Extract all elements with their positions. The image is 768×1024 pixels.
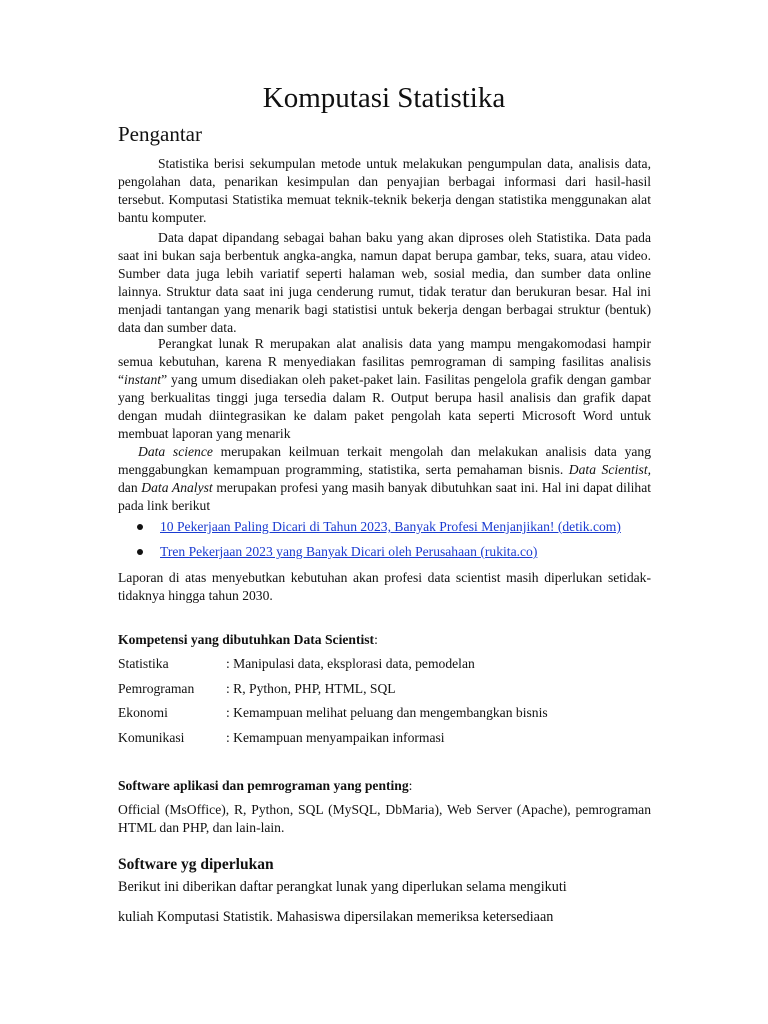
intro-paragraph-3 [118,335,651,443]
required-software-intro [118,875,678,930]
detik-job-link[interactable]: 10 Pekerjaan Paling Dicari di Tahun 2023, Banyak Profesi Menjanjikan! (detik.com) [160,519,621,534]
competency-value: : Kemampuan melihat peluang dan mengembangkan bisnis [226,705,548,721]
bullet-icon [137,524,143,530]
job-links-list [118,517,668,567]
competency-value: : Manipulasi data, eksplorasi data, pemodelan [226,656,475,671]
required-software-heading: Software yg diperlukan [118,856,274,873]
required-software-line-1: Berikut ini diberikan daftar perangkat lunak yang diperlukan selama mengikuti [118,879,567,895]
data-scientist-demand-paragraph: Laporan di atas menyebutkan kebutuhan akan profesi data scientist masih diperlukan setidak-tidaknya hingga tahun 2030. [118,570,651,603]
competency-label: Ekonomi [118,705,168,721]
data-scientist-term: Data Scientist, [568,462,652,477]
paragraph-statistika: Statistika berisi sekumpulan metode untuk melakukan pengumpulan data, analisis data, pengolahan data, penarikan kesimpulan dan penyajian berbagai informasi dari hasil-hasil tersebut. Komputasi Statistika memuat teknik-teknik bekerja dengan statistika menggunakan alat bantu komputer. [118,156,651,225]
competency-label: Pemrograman [118,680,195,696]
competency-table [118,655,678,753]
paragraph-r-software [118,335,651,443]
table-row [118,704,678,729]
intro-paragraph-2 [118,229,651,337]
paragraph-r-software-part-2: ” yang umum disediakan oleh paket-paket lain. Fasilitas pengelola grafik dengan gambar yang berkualitas tinggi juga tersedia dalam R. Output berupa hasil analisis dan grafik dapat dengan mudah diintegrasikan ke dalam paket pengolah kata seperti Microsoft Word untuk membuat laporan yang menarik [118,372,651,441]
table-row [118,729,678,754]
competency-label: Komunikasi [118,729,185,745]
software-heading-text: Software aplikasi dan pemrograman yang penting [118,778,409,793]
document-title: Komputasi Statistika [262,82,506,114]
competency-label: Statistika [118,656,169,671]
job-link-item [118,517,668,542]
rukita-job-link[interactable]: Tren Pekerjaan 2023 yang Banyak Dicari oleh Perusahaan (rukita.co) [160,544,538,559]
table-row [118,680,678,705]
intro-paragraph-1 [118,155,651,227]
data-science-term: Data science [138,444,213,459]
software-list-text: Official (MsOffice), R, Python, SQL (MySQL, DbMaria), Web Server (Apache), pemrograman HTML dan PHP, dan lain-lain. [118,802,651,835]
required-software-line-2: kuliah Komputasi Statistik. Mahasiswa dipersilakan memeriksa ketersediaan [118,909,554,925]
software-heading [118,777,412,795]
summary-paragraph [118,569,651,605]
intro-paragraph-4 [118,443,651,515]
software-paragraph [118,801,651,837]
paragraph-data: Data dapat dipandang sebagai bahan baku yang akan diproses oleh Statistika. Data pada saat ini bukan saja berbentuk angka-angka, namun dapat berupa gambar, teks, suara, atau video. Sumber data juga lebih variatif seperti halaman web, sosial media, dan sumber data online lainnya. Struktur data saat ini juga cenderung rumut, tidak teratur dan berukuran besar. Hal ini menjadi tantangan yang menarik bagi statistisi untuk bekerja dengan berbagai struktur (bentuk) data dan sumber data. [118,230,651,335]
intro-heading: Pengantar [118,122,202,146]
data-science-text-3: merupakan profesi yang masih banyak dibutuhkan saat ini. Hal ini dapat dilihat pada link berikut [118,480,652,513]
instant-emphasis: instant [124,372,162,387]
data-science-text-1: merupakan keilmuan terkait mengolah dan melakukan analisis data yang menggabungkan kemampuan programming, statistika, serta pemahaman bisnis. [118,444,651,477]
paragraph-data-science [118,443,651,515]
data-science-text-2: dan [118,480,142,495]
data-analyst-term: Data Analyst [141,480,213,495]
job-link-item [118,542,668,567]
competency-heading [118,631,378,649]
paragraph-r-software-part-1: Perangkat lunak R merupakan alat analisis data yang mampu mengakomodasi hampir semua kebutuhan, karena R menyediakan fasilitas pemrograman di samping fasilitas analisis “ [118,336,651,387]
competency-value: : R, Python, PHP, HTML, SQL [226,680,396,696]
competency-value: : Kemampuan menyampaikan informasi [226,729,445,745]
table-row [118,655,678,680]
bullet-icon [137,549,143,555]
competency-heading-text: Kompetensi yang dibutuhkan Data Scientist [118,632,375,647]
competency-heading-colon: : [374,632,378,647]
software-heading-colon: : [408,778,413,793]
